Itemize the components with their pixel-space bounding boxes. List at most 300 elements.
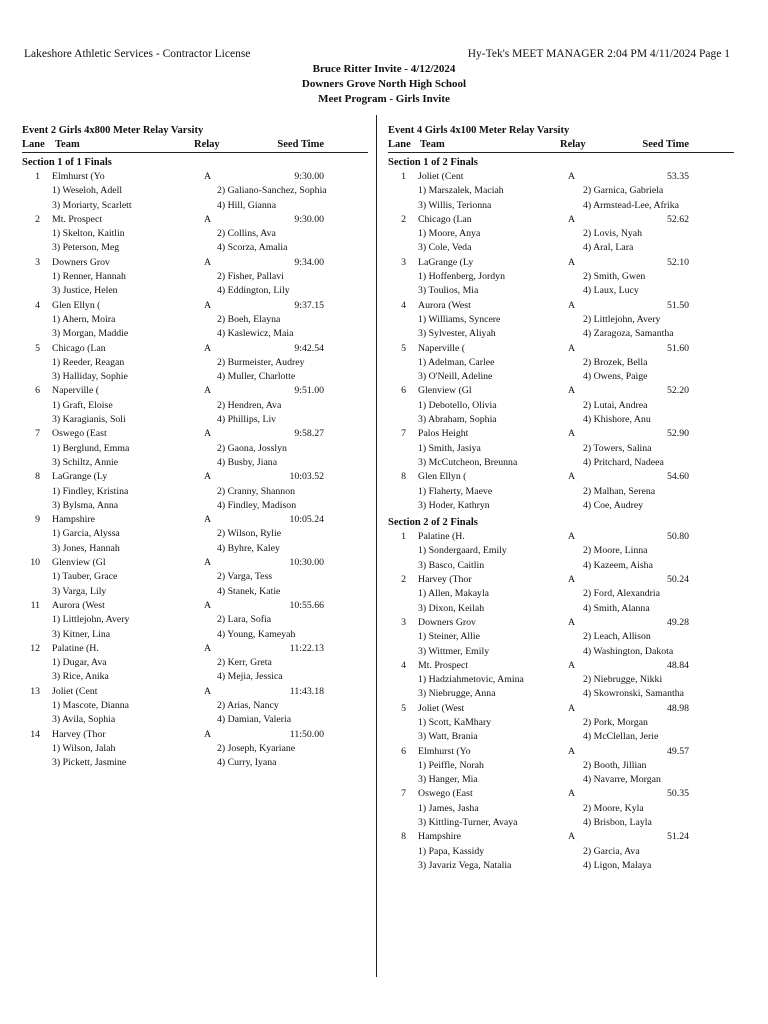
seed-time: 50.80: [666, 531, 689, 543]
lane-number: 5: [401, 342, 406, 354]
runner-row: [388, 241, 734, 255]
runner-name: 2) Garnica, Gabriela: [583, 185, 664, 197]
runner-name: 4) McClellan, Jerie: [583, 731, 659, 743]
team-name: Naperville (: [52, 385, 100, 397]
runner-name: 4) Eddington, Lily: [217, 285, 290, 297]
runner-row: [388, 730, 734, 744]
runner-name: 3) Javariz Vega, Natalia: [418, 859, 512, 871]
lane-number: 4: [401, 659, 406, 671]
seed-time: 9:30.00: [294, 213, 324, 225]
runner-name: 4) Young, Kameyah: [217, 628, 296, 640]
lane-number: 4: [401, 299, 406, 311]
seed-time: 51.60: [666, 342, 689, 354]
runner-name: 1) Tauber, Grace: [52, 571, 118, 583]
runner-name: 2) Arias, Nancy: [217, 699, 279, 711]
lane-number: 2: [401, 574, 406, 586]
team-name: Joliet (West: [418, 702, 465, 714]
relay-letter: A: [568, 745, 576, 757]
col-seed-header: Seed Time: [642, 139, 689, 150]
team-name: Oswego (East: [52, 428, 107, 440]
runner-name: 4) Damian, Valeria: [217, 714, 292, 726]
meet-title-block: [0, 62, 768, 107]
runner-name: 1) Sondergaard, Emily: [418, 545, 507, 557]
col-lane-header: Lane: [22, 139, 45, 150]
runner-row: [22, 570, 368, 584]
entry-row: [388, 530, 734, 544]
runner-name: 4) Kaslewicz, Maia: [217, 328, 294, 340]
runner-row: [388, 559, 734, 573]
entry-row: [22, 599, 368, 613]
runner-name: 1) Ahern, Moira: [52, 313, 116, 325]
runner-row: [388, 802, 734, 816]
runner-row: [388, 227, 734, 241]
runner-row: [388, 645, 734, 659]
runner-name: 1) Reeder, Reagan: [52, 356, 125, 368]
runner-name: 4) Brisbon, Layla: [583, 817, 652, 829]
runner-name: 1) Renner, Hannah: [52, 271, 126, 283]
runner-name: 2) Boeh, Elayna: [217, 313, 281, 325]
section-title: Section 2 of 2 Finals: [388, 517, 478, 529]
entry-row: [22, 728, 368, 742]
relay-letter: A: [568, 531, 576, 543]
runner-row: [22, 499, 368, 513]
runner-name: 1) Peiffle, Norah: [418, 759, 484, 771]
runner-name: 3) Justice, Helen: [52, 285, 118, 297]
runner-name: 4) Armstead-Lee, Afrika: [583, 199, 680, 211]
runner-name: 3) Basco, Caitlin: [418, 559, 485, 571]
runner-name: 1) Graft, Eloise: [52, 399, 113, 411]
runner-name: 3) Varga, Lily: [52, 585, 107, 597]
runner-name: 1) Allen, Makayla: [418, 588, 490, 600]
seed-time: 9:37.15: [294, 299, 324, 311]
runner-row: [388, 687, 734, 701]
runner-name: 3) Peterson, Meg: [52, 242, 120, 254]
column-headers: [22, 138, 368, 153]
entry-row: [388, 427, 734, 441]
runner-name: 4) Washington, Dakota: [583, 645, 674, 657]
seed-time: 54.60: [666, 471, 689, 483]
runner-name: 4) Phillips, Liv: [217, 414, 277, 426]
runner-row: [22, 413, 368, 427]
entry-row: [22, 342, 368, 356]
runner-name: 2) Niebrugge, Nikki: [583, 674, 663, 686]
entry-row: [22, 427, 368, 441]
team-name: Glen Ellyn (: [52, 299, 101, 311]
relay-letter: A: [204, 213, 212, 225]
entry-row: [388, 256, 734, 270]
runner-row: [388, 413, 734, 427]
seed-time: 9:42.54: [294, 342, 324, 354]
runner-name: 3) Niebrugge, Anna: [418, 688, 496, 700]
runner-name: 4) Scorza, Amalia: [217, 242, 288, 254]
lane-number: 7: [35, 428, 40, 440]
runner-row: [388, 816, 734, 830]
runner-row: [388, 845, 734, 859]
runner-name: 2) Moore, Linna: [583, 545, 648, 557]
runner-name: 1) Williams, Syncere: [418, 313, 501, 325]
runner-name: 4) Owens, Paige: [583, 371, 648, 383]
runner-row: [22, 270, 368, 284]
runner-row: [388, 327, 734, 341]
meet-program-title: Meet Program - Girls Invite: [318, 93, 450, 105]
runner-row: [388, 184, 734, 198]
runner-row: [22, 199, 368, 213]
runner-name: 2) Galiano-Sanchez, Sophia: [217, 185, 327, 197]
runner-name: 1) Papa, Kassidy: [418, 845, 485, 857]
runner-name: 2) Lutai, Andrea: [583, 399, 648, 411]
team-name: Chicago (Lan: [418, 213, 472, 225]
section-title: Section 1 of 2 Finals: [388, 157, 478, 168]
runner-name: 3) Jones, Hannah: [52, 542, 120, 554]
team-name: Harvey (Thor: [418, 574, 472, 586]
runner-row: [388, 399, 734, 413]
runner-name: 4) Skowronski, Samantha: [583, 688, 684, 700]
runner-name: 4) Busby, Jiana: [217, 456, 278, 468]
runner-name: 3) Hoder, Kathryn: [418, 499, 490, 511]
runner-name: 4) Findley, Madison: [217, 499, 297, 511]
runner-row: [22, 628, 368, 642]
team-name: Palatine (H.: [52, 642, 99, 654]
seed-time: 9:34.00: [294, 256, 324, 268]
runner-row: [388, 673, 734, 687]
team-name: Joliet (Cent: [52, 685, 98, 697]
entry-row: [388, 384, 734, 398]
team-name: Aurora (West: [52, 599, 105, 611]
runner-name: 1) Wilson, Jalah: [52, 742, 116, 754]
runner-name: 2) Malhan, Serena: [583, 485, 656, 497]
seed-time: 9:30.00: [294, 171, 324, 182]
relay-letter: A: [568, 299, 576, 311]
relay-letter: A: [568, 171, 576, 182]
seed-time: 11:43.18: [289, 685, 324, 697]
entry-row: [22, 470, 368, 484]
runner-name: 3) Sylvester, Aliyah: [418, 328, 496, 340]
lane-number: 7: [401, 428, 406, 440]
runner-row: [388, 442, 734, 456]
runner-row: [388, 199, 734, 213]
team-name: Oswego (East: [418, 788, 473, 800]
runner-name: 3) Kitner, Lina: [52, 628, 111, 640]
runner-row: [22, 442, 368, 456]
relay-letter: A: [204, 428, 212, 440]
col-team-header: Team: [420, 139, 445, 150]
runner-name: 4) Pritchard, Nadeea: [583, 456, 664, 468]
relay-letter: A: [568, 428, 576, 440]
runner-name: 2) Ford, Alexandria: [583, 588, 660, 600]
lane-number: 4: [35, 299, 40, 311]
runner-name: 1) Weseloh, Adell: [52, 185, 123, 197]
runner-name: 3) Toulios, Mia: [418, 285, 479, 297]
runner-name: 3) Morgan, Maddie: [52, 328, 129, 340]
team-name: Chicago (Lan: [52, 342, 106, 354]
runner-name: 1) Moore, Anya: [418, 228, 481, 240]
runner-row: [388, 313, 734, 327]
entry-row: [388, 342, 734, 356]
runner-row: [388, 587, 734, 601]
lane-number: 12: [30, 642, 40, 654]
runner-name: 1) Dugar, Ava: [52, 657, 107, 669]
runner-name: 3) O'Neill, Adeline: [418, 371, 493, 383]
runner-name: 4) Stanek, Katie: [217, 585, 281, 597]
runner-name: 1) Smith, Jasiya: [418, 442, 481, 454]
team-name: Downers Grov: [418, 616, 476, 628]
meet-manager-stamp: Hy-Tek's MEET MANAGER 2:04 PM 4/11/2024 Page 1: [467, 48, 730, 60]
runner-name: 3) Dixon, Keilah: [418, 602, 485, 614]
seed-time: 10:03.52: [289, 471, 324, 483]
team-name: Elmhurst (Yo: [418, 745, 471, 757]
entry-row: [388, 830, 734, 844]
runner-row: [22, 713, 368, 727]
runner-row: [22, 542, 368, 556]
runner-name: 4) Muller, Charlotte: [217, 371, 296, 383]
relay-letter: A: [204, 342, 212, 354]
runner-name: 2) Moore, Kyla: [583, 802, 644, 814]
team-name: Glen Ellyn (: [418, 471, 467, 483]
runner-row: [388, 716, 734, 730]
entry-row: [388, 170, 734, 184]
runner-name: 2) Pork, Morgan: [583, 716, 648, 728]
runner-row: [22, 184, 368, 198]
relay-letter: A: [568, 385, 576, 397]
seed-time: 48.84: [666, 659, 689, 671]
seed-time: 52.62: [666, 213, 689, 225]
meet-venue: Downers Grove North High School: [301, 78, 467, 90]
runner-row: [388, 284, 734, 298]
entry-row: [388, 573, 734, 587]
entry-row: [388, 213, 734, 227]
runner-name: 2) Joseph, Kyariane: [217, 742, 296, 754]
team-name: Glenview (Gl: [52, 557, 106, 569]
col-lane-header: Lane: [388, 139, 411, 150]
runner-name: 2) Hendren, Ava: [217, 399, 282, 411]
runner-row: [388, 370, 734, 384]
runner-row: [22, 585, 368, 599]
lane-number: 10: [30, 557, 40, 569]
relay-letter: A: [204, 557, 212, 569]
col-team-header: Team: [55, 139, 80, 150]
runner-name: 3) Cole, Veda: [418, 242, 472, 254]
team-name: Naperville (: [418, 342, 466, 354]
runner-name: 3) Pickett, Jasmine: [52, 757, 127, 769]
runner-name: 4) Hill, Gianna: [217, 199, 277, 211]
event-column-left: [22, 124, 368, 770]
runner-name: 4) Coe, Audrey: [583, 499, 644, 511]
runner-name: 2) Booth, Jillian: [583, 759, 647, 771]
entry-row: [22, 299, 368, 313]
relay-letter: A: [568, 659, 576, 671]
runner-name: 3) Willis, Terionna: [418, 199, 492, 211]
runner-row: [22, 313, 368, 327]
relay-letter: A: [568, 616, 576, 628]
runner-row: [22, 613, 368, 627]
runner-row: [22, 399, 368, 413]
runner-name: 2) Lovis, Nyah: [583, 228, 643, 240]
runner-row: [388, 773, 734, 787]
team-name: Mt. Prospect: [418, 659, 469, 671]
seed-time: 51.24: [666, 831, 689, 843]
entry-row: [22, 642, 368, 656]
relay-letter: A: [204, 685, 212, 697]
team-name: Hampshire: [52, 514, 95, 526]
seed-time: 53.35: [666, 171, 689, 182]
runner-name: 2) Burmeister, Audrey: [217, 356, 305, 368]
entry-row: [22, 384, 368, 398]
runner-name: 1) Garcia, Alyssa: [52, 528, 120, 540]
runner-name: 4) Mejia, Jessica: [217, 671, 283, 683]
event-title: Event 4 Girls 4x100 Meter Relay Varsity: [388, 125, 570, 136]
seed-time: 50.35: [666, 788, 689, 800]
seed-time: 10:05.24: [289, 514, 324, 526]
runner-name: 3) Hanger, Mia: [418, 774, 478, 786]
entry-row: [22, 556, 368, 570]
license-text: Lakeshore Athletic Services - Contractor License: [24, 48, 251, 60]
runner-name: 4) Zaragoza, Samantha: [583, 328, 674, 340]
section-title: Section 1 of 1 Finals: [22, 157, 112, 168]
runner-name: 2) Brozek, Bella: [583, 356, 648, 368]
runner-name: 3) Karagianis, Soli: [52, 414, 126, 426]
runner-name: 3) Moriarty, Scarlett: [52, 199, 132, 211]
team-name: Harvey (Thor: [52, 728, 106, 740]
runner-name: 1) Marszalek, Maciah: [418, 185, 504, 197]
runner-name: 2) Lara, Sofia: [217, 614, 272, 626]
column-divider: [376, 115, 377, 977]
runner-name: 2) Wilson, Rylie: [217, 528, 282, 540]
seed-time: 10:30.00: [289, 557, 324, 569]
entry-row: [22, 256, 368, 270]
runner-row: [388, 485, 734, 499]
lane-number: 1: [35, 171, 40, 182]
runner-row: [22, 456, 368, 470]
lane-number: 5: [401, 702, 406, 714]
runner-name: 3) Abraham, Sophia: [418, 414, 497, 426]
runner-name: 4) Navarre, Morgan: [583, 774, 661, 786]
runner-name: 3) Kittling-Turner, Avaya: [418, 817, 518, 829]
runner-name: 1) Skelton, Kaitlin: [52, 228, 125, 240]
runner-name: 3) McCutcheon, Breunna: [418, 456, 518, 468]
relay-letter: A: [568, 342, 576, 354]
seed-time: 11:50.00: [289, 728, 324, 740]
runner-name: 1) Debotello, Olivia: [418, 399, 497, 411]
runner-name: 2) Littlejohn, Avery: [583, 313, 661, 325]
lane-number: 8: [35, 471, 40, 483]
entry-row: [22, 685, 368, 699]
meet-title: Bruce Ritter Invite - 4/12/2024: [312, 63, 456, 75]
team-name: Downers Grov: [52, 256, 110, 268]
event-title: Event 2 Girls 4x800 Meter Relay Varsity: [22, 125, 204, 136]
seed-time: 9:58.27: [294, 428, 324, 440]
team-name: Mt. Prospect: [52, 213, 103, 225]
seed-time: 49.57: [666, 745, 689, 757]
runner-row: [22, 656, 368, 670]
relay-letter: A: [568, 788, 576, 800]
col-relay-header: Relay: [560, 139, 586, 150]
runner-name: 1) Scott, KaMhary: [418, 716, 492, 728]
team-name: Aurora (West: [418, 299, 471, 311]
entry-row: [388, 616, 734, 630]
runner-name: 2) Kerr, Greta: [217, 657, 272, 669]
entry-row: [388, 787, 734, 801]
col-seed-header: Seed Time: [277, 139, 324, 150]
lane-number: 3: [401, 256, 406, 268]
seed-time: 49.28: [666, 616, 689, 628]
col-relay-header: Relay: [194, 139, 220, 150]
lane-number: 6: [35, 385, 40, 397]
seed-time: 52.10: [666, 256, 689, 268]
team-name: Elmhurst (Yo: [52, 171, 105, 182]
runner-name: 4) Byhre, Kaley: [217, 542, 280, 554]
runner-row: [22, 327, 368, 341]
runner-row: [22, 485, 368, 499]
runner-name: 2) Collins, Ava: [217, 228, 276, 240]
relay-letter: A: [568, 574, 576, 586]
runner-row: [22, 742, 368, 756]
lane-number: 6: [401, 385, 406, 397]
runner-name: 1) James, Jasha: [418, 802, 479, 814]
relay-letter: A: [568, 213, 576, 225]
runner-name: 2) Leach, Allison: [583, 631, 651, 643]
runner-name: 3) Avila, Sophia: [52, 714, 116, 726]
runner-row: [388, 356, 734, 370]
relay-letter: A: [204, 642, 212, 654]
entry-row: [22, 170, 368, 184]
lane-number: 1: [401, 171, 406, 182]
runner-name: 4) Curry, Iyana: [217, 757, 277, 769]
seed-time: 52.90: [666, 428, 689, 440]
runner-name: 2) Gaona, Josslyn: [217, 442, 287, 454]
runner-name: 2) Varga, Tess: [217, 571, 273, 583]
lane-number: 7: [401, 788, 406, 800]
runner-row: [388, 456, 734, 470]
relay-letter: A: [204, 471, 212, 483]
column-headers: [388, 138, 734, 153]
relay-letter: A: [568, 256, 576, 268]
seed-time: 51.50: [666, 299, 689, 311]
entry-row: [388, 659, 734, 673]
runner-name: 2) Smith, Gwen: [583, 271, 646, 283]
runner-row: [22, 370, 368, 384]
relay-letter: A: [568, 702, 576, 714]
runner-row: [22, 241, 368, 255]
runner-row: [22, 356, 368, 370]
relay-letter: A: [204, 299, 212, 311]
relay-letter: A: [204, 256, 212, 268]
runner-row: [388, 759, 734, 773]
runner-name: 3) Halliday, Sophie: [52, 371, 128, 383]
runner-name: 3) Rice, Anika: [52, 671, 109, 683]
lane-number: 5: [35, 342, 40, 354]
runner-name: 3) Watt, Brania: [418, 731, 478, 743]
seed-time: 48.98: [666, 702, 689, 714]
runner-name: 1) Littlejohn, Avery: [52, 614, 130, 626]
runner-name: 2) Garcia, Ava: [583, 845, 640, 857]
entry-row: [22, 213, 368, 227]
entry-row: [388, 745, 734, 759]
lane-number: 11: [30, 599, 40, 611]
runner-name: 1) Hadziahmetovic, Amina: [418, 674, 524, 686]
relay-letter: A: [568, 471, 576, 483]
relay-letter: A: [204, 514, 212, 526]
runner-name: 2) Cranny, Shannon: [217, 485, 296, 497]
runner-name: 1) Flaherty, Maeve: [418, 485, 493, 497]
runner-name: 1) Hoffenberg, Jordyn: [418, 271, 505, 283]
runner-name: 1) Mascote, Dianna: [52, 699, 129, 711]
runner-name: 4) Kazeem, Aisha: [583, 559, 653, 571]
runner-row: [388, 499, 734, 513]
lane-number: 2: [401, 213, 406, 225]
runner-name: 3) Wittmer, Emily: [418, 645, 490, 657]
runner-name: 1) Berglund, Emma: [52, 442, 130, 454]
runner-row: [22, 527, 368, 541]
